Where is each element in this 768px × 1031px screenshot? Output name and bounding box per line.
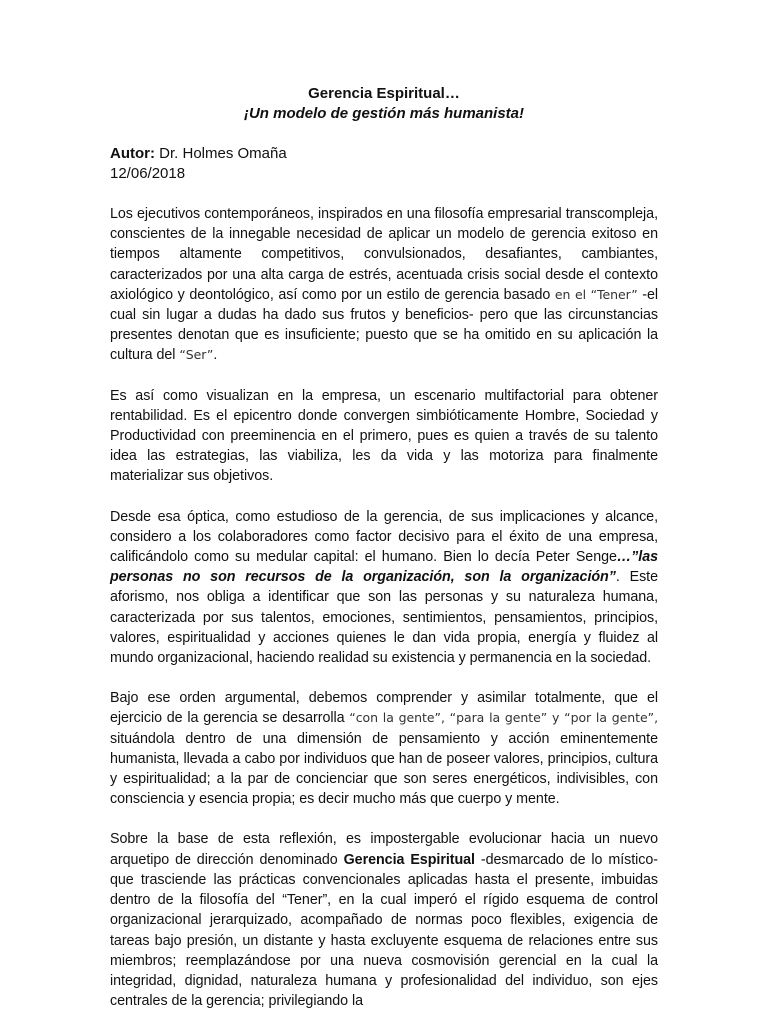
senge-quote: …”las personas no son recursos de la organización, son la organización” bbox=[110, 549, 658, 586]
paragraph-1 bbox=[110, 204, 658, 366]
paragraph-3-text-c: . Este aforismo, nos obliga a identificar que son las personas y su naturaleza humana, caracterizada por sus talentos, emociones, sentimientos, pensamientos, principios, valores, espiritualidad y acciones quienes le dan vida propia, energía y fluidez al mundo organizacional, haciendo realidad su existencia y permanencia en la sociedad. bbox=[110, 569, 658, 667]
author-label: Autor: bbox=[110, 145, 155, 162]
paragraph-3 bbox=[110, 507, 658, 669]
paragraph-1-text-e: . bbox=[213, 347, 218, 364]
paragraph-4 bbox=[110, 688, 658, 809]
document-page bbox=[110, 84, 658, 1031]
quote-gente: “con la gente”, “para la gente” y “por la gente”, bbox=[349, 710, 658, 726]
document-date: 12/06/2018 bbox=[110, 165, 186, 182]
author-line bbox=[110, 144, 658, 164]
quote-tener: en el “Tener” bbox=[554, 286, 638, 302]
author-name: Dr. Holmes Omaña bbox=[155, 145, 287, 162]
paragraph-5 bbox=[110, 829, 658, 1011]
paragraph-4-text-c: situándola dentro de una dimensión de pensamiento y acción eminentemente humanista, llevada a cabo por individuos que han de poseer valores, principios, cultura y espiritualidad; a la par de concienciar que son seres energéticos, indivisibles, con consciencia y esencia propia; es decir mucho más que cuerpo y mente. bbox=[110, 730, 658, 808]
document-subtitle: ¡Un modelo de gestión más humanista! bbox=[243, 105, 525, 122]
paragraph-5-text-a: Sobre la base de esta reflexión, es impostergable evolucionar hacia un nuevo arquetipo de dirección denominado bbox=[110, 831, 658, 868]
paragraph-3-text-a: Desde esa óptica, como estudioso de la gerencia, de sus implicaciones y alcance, considero a los colaboradores como factor decisivo para el éxito de una empresa, calificándolo como su medular capital: el humano. Bien lo decía Peter Senge bbox=[110, 508, 658, 566]
quote-ser: “Ser” bbox=[179, 347, 214, 363]
gerencia-espiritual-term: Gerencia Espiritual bbox=[343, 851, 475, 868]
document-title: Gerencia Espiritual… bbox=[308, 85, 460, 102]
paragraph-2: Es así como visualizan en la empresa, un escenario multifactorial para obtener rentabilidad. Es el epicentro donde convergen simbióticamente Hombre, Sociedad y Productividad con preeminencia en el primero, pues es quien a través de su talento idea las estrategias, las viabiliza, les da vida y las motoriza para finalmente materializar sus objetivos. bbox=[110, 387, 658, 485]
paragraph-4-text-a: Bajo ese orden argumental, debemos comprender y asimilar totalmente, que el ejercicio de la gerencia se desarrolla bbox=[110, 690, 658, 727]
paragraph-1-text-c: -el cual sin lugar a dudas ha dado sus frutos y beneficios- pero que las circunstancias presentes denotan que es insuficiente; puesto que se ha omitido en su aplicación la cultura del bbox=[110, 286, 658, 364]
paragraph-5-text-c: -desmarcado de lo místico- que trasciende las prácticas convencionales aplicadas hasta el presente, imbuidas dentro de la filosofía del “Tener”, en la cual imperó el rígido esquema de control organizacional jerarquizado, acompañado de normas poco flexibles, exigencia de tareas bajo presión, un distante y hasta excluyente esquema de relaciones entre sus miembros; reemplazándose por una nueva cosmovisión gerencial en la cual la integridad, dignidad, naturaleza humana y profesionalidad del individuo, son ejes centrales de la gerencia; privilegiando la bbox=[110, 851, 658, 1010]
paragraph-1-text-a: Los ejecutivos contemporáneos, inspirados en una filosofía empresarial transcompleja, conscientes de la innegable necesidad de aplicar un modelo de gerencia exitoso en tiempos altamente competitivos, convulsionados, desafiantes, cambiantes, caracterizados por una alta carga de estrés, acentuada crisis social desde el contexto axiológico y deontológico, así como por un estilo de gerencia basado bbox=[110, 206, 658, 303]
